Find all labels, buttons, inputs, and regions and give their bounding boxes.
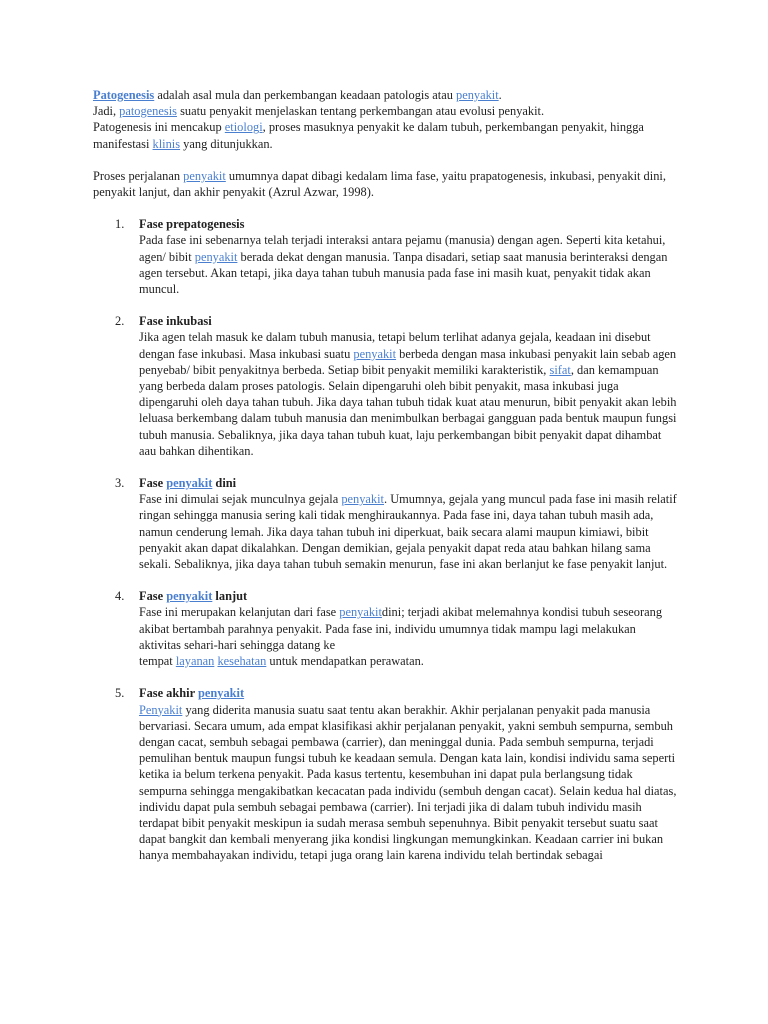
text-run: Fase ini merupakan kelanjutan dari fase <box>139 605 340 620</box>
text-run: berbeda dengan masa inkubasi penyakit lain sebab agen penyebab/ bibit penyakitnya berbeda. Setiap bibit penyakit memiliki karakteristik, <box>139 346 677 377</box>
list-number: 4. <box>115 589 125 604</box>
text-run: Proses perjalanan <box>93 168 184 183</box>
hyperlink-patogenesis[interactable]: patogenesis <box>119 104 177 119</box>
text-run: adalah asal mula dan perkembangan keadaan patologis atau <box>154 88 456 102</box>
list-number: 2. <box>115 314 125 329</box>
hyperlink-penyakit[interactable]: penyakit <box>339 605 382 620</box>
list-number: 1. <box>115 217 125 232</box>
text-run: Fase prepatogenesis <box>139 217 245 232</box>
hyperlink-penyakit[interactable]: penyakit <box>183 168 226 183</box>
text-run: yang ditunjukkan. <box>180 136 273 151</box>
text-run: yang diderita manusia suatu saat tentu akan berakhir. Akhir perjalanan penyakit pada manusia bervariasi. Secara umum, ada empat klasifikasi akhir perjalanan penyakit, yakni sembuh sempurna, sembuh dengan cacat, sembuh sebagai pembawa (carrier), dan meninggal dunia. Pada sembuh sempurna, terjadi pemulihan bentuk maupun fungsi tubuh ke keadaan semula. Dengan kata lain, kondisi individu sama seperti ketika ia belum terkena penyakit. Pada kasus tertentu, kesembuhan ini dapat pula berlangsung tidak sempurna sehingga mengakibatkan kecacatan pada individu (sembuh dengan cacat). Selain kedua hal diatas, individu dapat pula sembuh sebagai pembawa (carrier). Ini terjadi jika di dalam tubuh individu masih terdapat bibit penyakit meskipun ia sudah merasa sembuh sepenuhnya. Bibit penyakit tersebut suatu saat dapat bangkit dan kembali menyerang jika kondisi lingkungan memungkinkan. Keadaan carrier ini bukan hanya membahayakan individu, tetapi juga orang lain karena individu telah bertindak sebagai <box>139 702 677 863</box>
document-page <box>93 87 678 880</box>
hyperlink-penyakit[interactable]: penyakit <box>456 88 499 102</box>
phase-item <box>93 588 678 669</box>
text-run: dini; terjadi akibat melemahnya kondisi tubuh seseorang akibat bertambah parahnya penyakit. Pada fase ini, individu umumnya tidak mampu lagi melakukan aktivitas sehari-hari sehingga datang ke <box>139 605 663 652</box>
hyperlink-penyakit[interactable]: penyakit <box>166 476 213 491</box>
phase-item <box>93 216 678 297</box>
text-run: umumnya dapat dibagi kedalam lima fase, yaitu prapatogenesis, inkubasi, penyakit dini, penyakit lanjut, dan akhir penyakit (Azrul Azwar, 1998). <box>93 168 666 200</box>
phase-title <box>139 588 678 604</box>
list-number: 3. <box>115 476 125 491</box>
hyperlink-etiologi[interactable]: etiologi <box>224 120 263 135</box>
hyperlink-layanan[interactable]: layanan <box>175 654 215 669</box>
text-run: , proses masuknya penyakit ke dalam tubuh, perkembangan penyakit, hingga manifestasi <box>93 120 644 151</box>
phase-body <box>139 491 678 572</box>
phase-title <box>139 313 678 329</box>
text-run: Fase <box>139 589 167 604</box>
text-run: Fase <box>139 476 167 491</box>
phase-item <box>93 685 678 863</box>
text-run: Patogenesis ini mencakup <box>93 120 225 135</box>
hyperlink-sifat[interactable]: sifat <box>549 362 571 377</box>
phase-item <box>93 475 678 572</box>
list-number: 5. <box>115 686 125 701</box>
phases-overview-paragraph <box>93 168 678 200</box>
text-run: , dan kemampuan yang berbeda dalam proses patologis. Selain dipengaruhi oleh bibit penyakit, masa inkubasi juga dipengaruhi oleh daya tahan tubuh. Jika daya tahan tubuh tidak kuat atau menurun, bibit penyakit akan lebih leluasa berkembang dalam tubuh manusia dan menimbulkan berbagai gangguan pada bentuk maupun fungsi tubuh manusia. Sebaliknya, jika daya tahan tubuh kuat, laju perkembangan bibit penyakit dapat dihambat aau bahkan dihentikan. <box>139 362 677 458</box>
text-run: . Umumnya, gejala yang muncul pada fase ini masih relatif ringan sehingga manusia sering kali tidak menghiraukannya. Pada fase ini, daya tahan tubuh masih ada, namun cenderung lemah. Jika daya tahan tubuh ini diperkuat, baik secara alami maupun kimiawi, bibit penyakit akan dapat dikalahkan. Dengan demikian, gejala penyakit dapat reda atau bahkan hilang sama sekali. Sebaliknya, jika daya tahan tubuh semakin menurun, fase ini akan berlanjut ke fase penyakit lanjut. <box>139 492 677 572</box>
hyperlink-klinis[interactable]: klinis <box>152 136 181 151</box>
phase-list <box>93 216 678 863</box>
hyperlink-penyakit[interactable]: penyakit <box>194 249 238 264</box>
text-run: berada dekat dengan manusia. Tanpa disadari, setiap saat manusia berinteraksi dengan agen tersebut. Akan tetapi, jika daya tahan tubuh manusia pada fase ini masih kuat, penyakit tidak akan muncul. <box>139 249 668 297</box>
text-run: lanjut <box>212 589 248 604</box>
phase-body <box>139 702 678 864</box>
phase-body <box>139 232 678 297</box>
phase-body <box>139 329 678 459</box>
text-run: Jika agen telah masuk ke dalam tubuh manusia, tetapi belum terlihat adanya gejala, keadaan ini disebut dengan fase inkubasi. Masa inkubasi suatu <box>139 330 651 361</box>
text-run: . <box>498 88 502 102</box>
text-run: dini <box>212 476 237 491</box>
text-run: untuk mendapatkan perawatan. <box>266 654 424 669</box>
text-run: Fase ini dimulai sejak munculnya gejala <box>139 492 342 507</box>
phase-body <box>139 604 678 669</box>
text-run: suatu penyakit menjelaskan tentang perkembangan atau evolusi penyakit. <box>176 104 545 119</box>
hyperlink-penyakit[interactable]: penyakit <box>341 492 384 507</box>
text-run: Fase inkubasi <box>139 314 212 329</box>
hyperlink-patogenesis[interactable]: Patogenesis <box>93 88 155 102</box>
phase-title <box>139 685 678 701</box>
hyperlink-penyakit[interactable]: penyakit <box>166 589 213 604</box>
intro-paragraph <box>93 87 678 152</box>
hyperlink-penyakit[interactable]: penyakit <box>353 346 397 361</box>
text-run: tempat <box>139 654 176 669</box>
phase-item <box>93 313 678 459</box>
hyperlink-kesehatan[interactable]: kesehatan <box>217 654 267 669</box>
hyperlink-penyakit[interactable]: penyakit <box>197 686 245 701</box>
text-run: Pada fase ini sebenarnya telah terjadi interaksi antara pejamu (manusia) dengan agen. Seperti kita ketahui, agen/ bibit <box>139 233 666 264</box>
hyperlink-penyakit[interactable]: Penyakit <box>139 702 183 717</box>
text-run: Jadi, <box>93 104 120 119</box>
phase-title <box>139 475 678 491</box>
text-run: Fase akhir <box>139 686 198 701</box>
phase-title <box>139 216 678 232</box>
